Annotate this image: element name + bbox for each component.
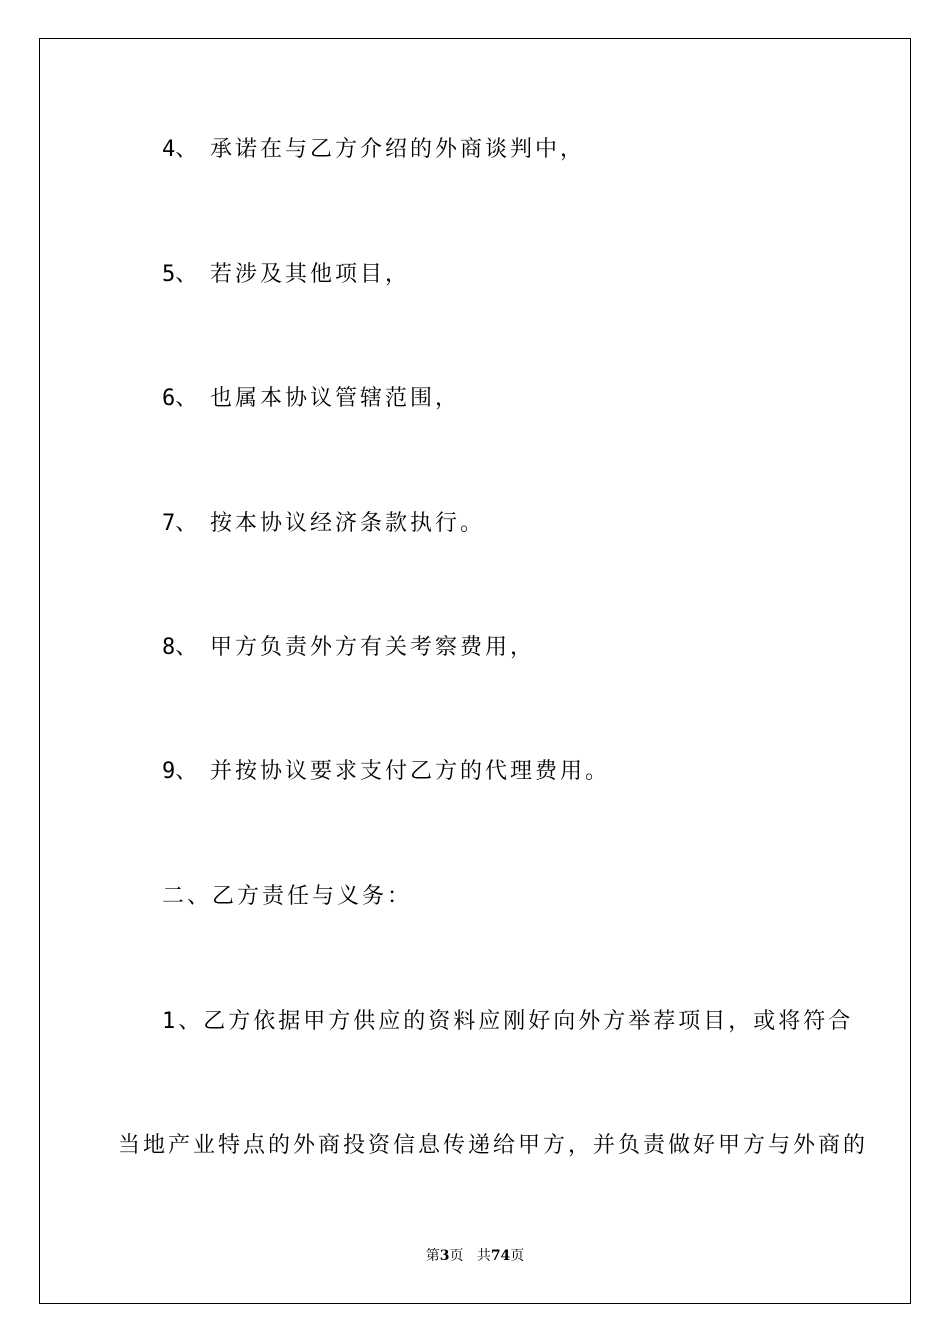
- list-item-number: 6、: [162, 386, 198, 411]
- paragraph-line-2: 当地产业特点的外商投资信息传递给甲方，并负责做好甲方与外商的: [118, 1133, 869, 1158]
- list-item-5: [162, 260, 410, 290]
- page-prefix: 第: [425, 1248, 440, 1264]
- page-suffix: 页: [449, 1248, 464, 1264]
- list-item-6: [162, 384, 460, 414]
- list-item-text: 按本协议经济条款执行。: [210, 511, 486, 536]
- list-item-9: [162, 757, 610, 787]
- section-heading: 二、乙方责任与义务：: [162, 884, 413, 909]
- list-item-7: [162, 509, 485, 539]
- paragraph-line-1: 1、乙方依据甲方供应的资料应刚好向外方举荐项目，或将符合: [162, 1009, 854, 1034]
- list-item-text: 若涉及其他项目，: [210, 262, 411, 287]
- list-item-text: 并按协议要求支付乙方的代理费用。: [210, 759, 611, 784]
- total-prefix: 共: [476, 1248, 491, 1264]
- list-item-number: 4、: [162, 137, 198, 162]
- list-item-text: 也属本协议管辖范围，: [210, 386, 461, 411]
- page-number: 3: [439, 1248, 450, 1264]
- page-footer: [0, 1247, 950, 1265]
- total-suffix: 页: [510, 1248, 525, 1264]
- list-item-number: 9、: [162, 759, 198, 784]
- list-item-number: 8、: [162, 635, 198, 660]
- list-item-8: [162, 633, 535, 663]
- list-item-number: 7、: [162, 511, 198, 536]
- list-item-number: 5、: [162, 262, 198, 287]
- list-item-4: [162, 135, 585, 165]
- page-frame: [39, 38, 911, 1304]
- list-item-text: 甲方负责外方有关考察费用，: [210, 635, 536, 660]
- list-item-text: 承诺在与乙方介绍的外商谈判中，: [210, 137, 586, 162]
- total-pages: 74: [490, 1248, 511, 1264]
